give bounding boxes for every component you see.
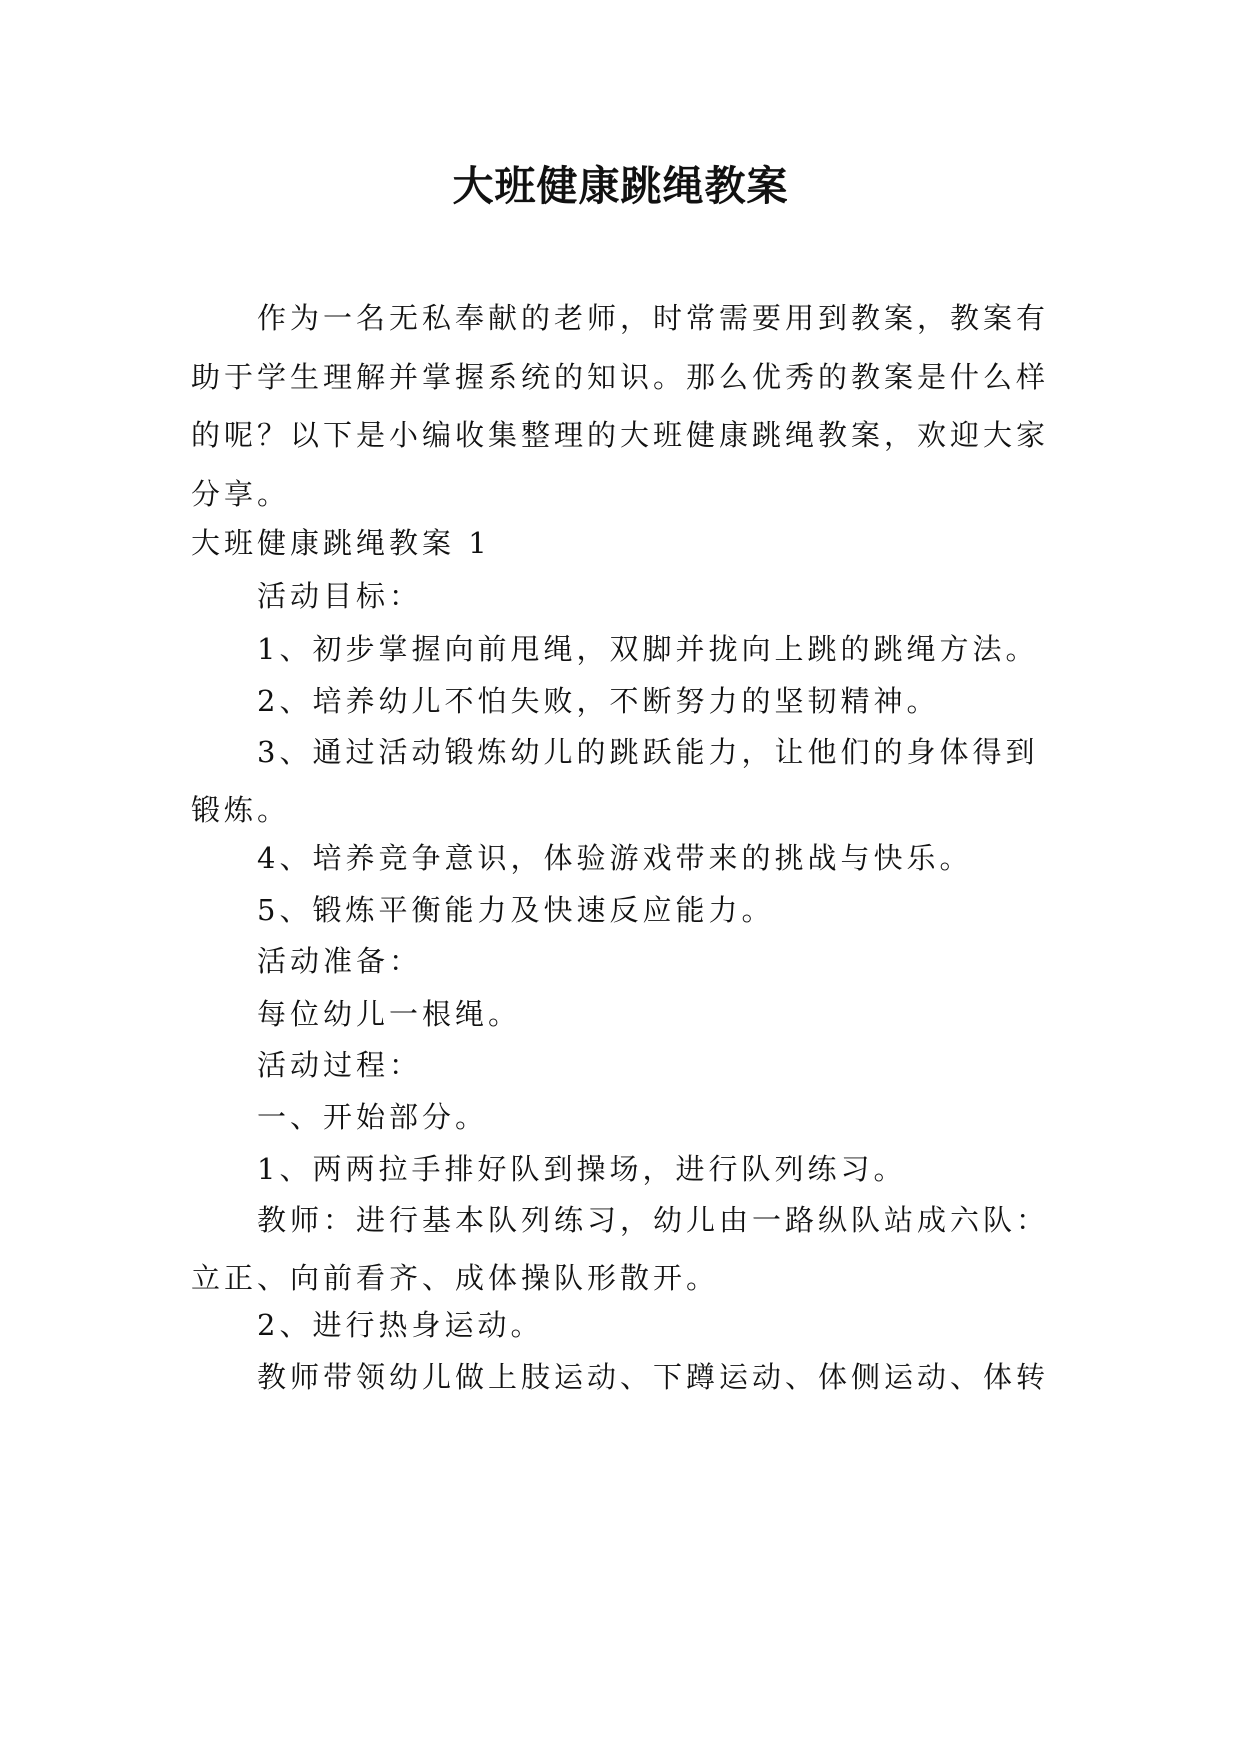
goal-item-3-text: 3、通过活动锻炼幼儿的跳跃能力，让他们的身体得到锻炼。 bbox=[191, 735, 1039, 827]
intro-paragraph: 作为一名无私奉献的老师，时常需要用到教案，教案有助于学生理解并掌握系统的知识。那么优秀的教案是什么样的呢？以下是小编收集整理的大班健康跳绳教案，欢迎大家分享。 bbox=[191, 301, 1050, 511]
prep-text: 每位幼儿一根绳。 bbox=[257, 997, 522, 1031]
goal-item-3 bbox=[191, 723, 1053, 839]
goal-item-2: 2、培养幼儿不怕失败，不断努力的坚韧精神。 bbox=[257, 684, 940, 718]
goal-item-5: 5、锻炼平衡能力及快速反应能力。 bbox=[257, 893, 775, 927]
process-heading: 活动过程： bbox=[257, 1048, 423, 1082]
step-1-detail: 教师：进行基本队列练习，幼儿由一路纵队站成六队：立正、向前看齐、成体操队形散开。 bbox=[191, 1203, 1050, 1295]
goal-item-1: 1、初步掌握向前甩绳，双脚并拢向上跳的跳绳方法。 bbox=[257, 632, 1039, 666]
prep-heading: 活动准备： bbox=[257, 944, 423, 978]
step-1-detail-wrapper bbox=[191, 1191, 1053, 1307]
step-2-detail: 教师带领幼儿做上肢运动、下蹲运动、体侧运动、体转 bbox=[257, 1360, 1050, 1394]
section-heading: 大班健康跳绳教案 1 bbox=[191, 526, 491, 560]
part-1-heading: 一、开始部分。 bbox=[257, 1100, 489, 1134]
document-title: 大班健康跳绳教案 bbox=[452, 162, 789, 210]
step-2: 2、进行热身运动。 bbox=[257, 1308, 544, 1342]
step-1: 1、两两拉手排好队到操场，进行队列练习。 bbox=[257, 1152, 907, 1186]
goals-heading: 活动目标： bbox=[257, 579, 423, 613]
goal-item-4: 4、培养竞争意识，体验游戏带来的挑战与快乐。 bbox=[257, 841, 973, 875]
